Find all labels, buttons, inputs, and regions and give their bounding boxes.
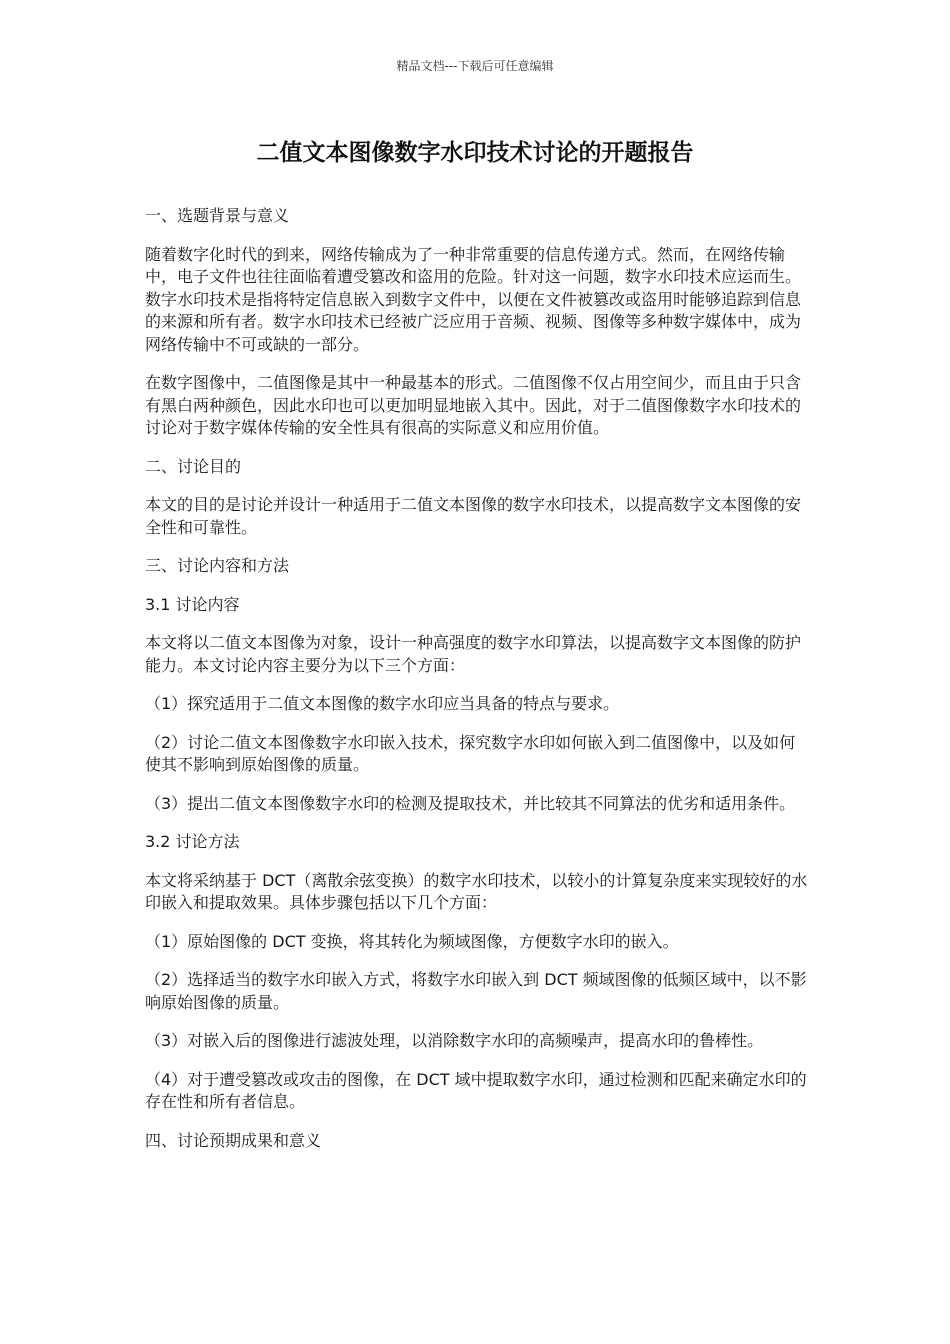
list-item-content-3: （3）提出二值文本图像数字水印的检测及提取技术，并比较其不同算法的优劣和适用条件。: [145, 793, 796, 813]
section-heading-content-method: 三、讨论内容和方法: [145, 556, 290, 575]
page-header: 精品文档---下载后可任意编辑: [396, 59, 554, 73]
subsection-heading-content: 3.1 讨论内容: [145, 594, 240, 614]
paragraph-method-intro: 本文将采纳基于 DCT（离散余弦变换）的数字水印技术，以较小的计算复杂度来实现较好的水印嵌入和提取效果。具体步骤包括以下几个方面：: [145, 870, 808, 912]
list-item-method-2: （2）选择适当的数字水印嵌入方式，将数字水印嵌入到 DCT 频域图像的低频区域中，以不影响原始图像的质量。: [145, 970, 807, 1012]
list-item-method-1: （1）原始图像的 DCT 变换，将其转化为频域图像，方便数字水印的嵌入。: [145, 931, 679, 951]
document-body: [145, 205, 810, 1168]
subsection-heading-method: 3.2 讨论方法: [145, 832, 240, 851]
list-item-content-2: （2）讨论二值文本图像数字水印嵌入技术，探究数字水印如何嵌入到二值图像中，以及如何使其不影响到原始图像的质量。: [145, 732, 796, 774]
section-heading-background: 一、选题背景与意义: [145, 206, 290, 225]
paragraph-purpose: 本文的目的是讨论并设计一种适用于二值文本图像的数字水印技术，以提高数字文本图像的安全性和可靠性。: [145, 495, 802, 537]
paragraph-background-1: 随着数字化时代的到来，网络传输成为了一种非常重要的信息传递方式。然而，在网络传输中，电子文件也往往面临着遭受篡改和盗用的危险。针对这一问题，数字水印技术应运而生。数字水印技术是指将特定信息嵌入到数字文件中，以便在文件被篡改或盗用时能够追踪到信息的来源和所有者。数字水印技术已经被广泛应用于音频、视频、图像等多种数字媒体中，成为网络传输中不可或缺的一部分。: [145, 244, 802, 354]
paragraph-background-2: 在数字图像中，二值图像是其中一种最基本的形式。二值图像不仅占用空间少，而且由于只含有黑白两种颜色，因此水印也可以更加明显地嵌入其中。因此，对于二值图像数字水印技术的讨论对于数字媒体传输的安全性具有很高的实际意义和应用价值。: [145, 373, 802, 437]
section-heading-outcomes: 四、讨论预期成果和意义: [145, 1130, 322, 1150]
list-item-method-3: （3）对嵌入后的图像进行滤波处理，以消除数字水印的高频噪声，提高水印的鲁棒性。: [145, 1031, 764, 1050]
paragraph-content-intro: 本文将以二值文本图像为对象，设计一种高强度的数字水印算法，以提高数字文本图像的防护能力。本文讨论内容主要分为以下三个方面：: [145, 633, 802, 675]
section-heading-purpose: 二、讨论目的: [145, 456, 242, 476]
document-title: 二值文本图像数字水印技术讨论的开题报告: [256, 140, 694, 166]
list-item-content-1: （1）探究适用于二值文本图像的数字水印应当具备的特点与要求。: [145, 694, 620, 713]
list-item-method-4: （4）对于遭受篡改或攻击的图像，在 DCT 域中提取数字水印，通过检测和匹配来确定水印的存在性和所有者信息。: [145, 1069, 807, 1111]
